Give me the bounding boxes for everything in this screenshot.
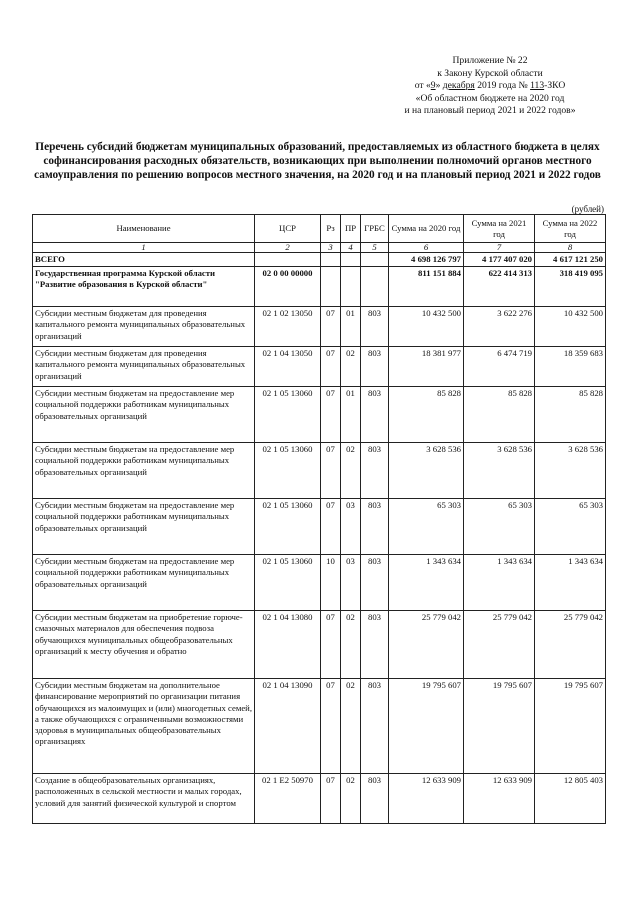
- row-sum-2021: 65 303: [464, 499, 535, 555]
- table-row-program: [33, 267, 606, 307]
- header-name: Наименование: [33, 215, 255, 243]
- row-sum-2021: 25 779 042: [464, 611, 535, 679]
- row-sum-2020: 4 698 126 797: [389, 253, 464, 267]
- row-csr: 02 1 05 13060: [255, 387, 321, 443]
- row-sum-2022: 1 343 634: [535, 555, 606, 611]
- appendix-line-2: к Закону Курской области: [437, 67, 543, 79]
- row-name: ВСЕГО: [33, 253, 255, 267]
- row-csr: 02 1 04 13050: [255, 347, 321, 387]
- row-sum-2021: 12 633 909: [464, 774, 535, 824]
- row-grbs: [361, 267, 389, 307]
- row-rz: 07: [321, 347, 341, 387]
- appendix-line-3: [380, 80, 600, 93]
- row-csr: 02 1 05 13060: [255, 443, 321, 499]
- row-sum-2020: 12 633 909: [389, 774, 464, 824]
- appendix-law-suffix: -ЗКО: [544, 80, 566, 92]
- table-header-row: [33, 215, 606, 243]
- table-row: [33, 387, 606, 443]
- row-pr: 02: [341, 679, 361, 774]
- row-grbs: 803: [361, 387, 389, 443]
- column-index-row: [33, 243, 606, 253]
- row-sum-2021: 1 343 634: [464, 555, 535, 611]
- row-sum-2020: 85 828: [389, 387, 464, 443]
- row-sum-2021: 6 474 719: [464, 347, 535, 387]
- row-csr: 02 1 02 13050: [255, 307, 321, 347]
- row-sum-2022: 65 303: [535, 499, 606, 555]
- row-rz: [321, 267, 341, 307]
- appendix-day: 9: [430, 80, 436, 92]
- row-grbs: 803: [361, 443, 389, 499]
- col-index: 5: [361, 243, 389, 253]
- row-pr: 02: [341, 611, 361, 679]
- row-name: Субсидии местным бюджетам на предоставление мер социальной поддержки работникам муниципальных образовательных организаций: [33, 443, 255, 499]
- row-pr: 01: [341, 387, 361, 443]
- appendix-month: декабря: [442, 80, 475, 92]
- row-csr: 02 1 05 13060: [255, 555, 321, 611]
- row-sum-2022: 318 419 095: [535, 267, 606, 307]
- row-grbs: 803: [361, 307, 389, 347]
- row-grbs: 803: [361, 499, 389, 555]
- col-index: 1: [33, 243, 255, 253]
- row-pr: [341, 267, 361, 307]
- row-sum-2022: 4 617 121 250: [535, 253, 606, 267]
- row-sum-2020: 10 432 500: [389, 307, 464, 347]
- row-csr: 02 1 E2 50970: [255, 774, 321, 824]
- row-sum-2021: 622 414 313: [464, 267, 535, 307]
- row-sum-2022: 25 779 042: [535, 611, 606, 679]
- row-csr: 02 0 00 00000: [255, 267, 321, 307]
- row-name: Создание в общеобразовательных организациях, расположенных в сельской местности и малых городах, условий для занятий физической культурой и спортом: [33, 774, 255, 824]
- row-csr: 02 1 05 13060: [255, 499, 321, 555]
- row-rz: 07: [321, 443, 341, 499]
- row-pr: 02: [341, 774, 361, 824]
- row-sum-2020: 18 381 977: [389, 347, 464, 387]
- row-pr: [341, 253, 361, 267]
- header-rz: Рз: [321, 215, 341, 243]
- row-sum-2020: 25 779 042: [389, 611, 464, 679]
- row-name: Субсидии местным бюджетам для проведения капитального ремонта муниципальных образовательных организаций: [33, 347, 255, 387]
- row-grbs: 803: [361, 774, 389, 824]
- row-sum-2021: 3 622 276: [464, 307, 535, 347]
- row-rz: 07: [321, 774, 341, 824]
- row-pr: 02: [341, 443, 361, 499]
- row-grbs: 803: [361, 555, 389, 611]
- row-name: Субсидии местным бюджетам на предоставление мер социальной поддержки работникам муниципальных образовательных организаций: [33, 555, 255, 611]
- row-sum-2022: 19 795 607: [535, 679, 606, 774]
- table-row: [33, 443, 606, 499]
- row-grbs: [361, 253, 389, 267]
- row-rz: 07: [321, 307, 341, 347]
- row-sum-2022: 3 628 536: [535, 443, 606, 499]
- appendix-date-mid: »: [435, 80, 443, 92]
- appendix-line-5: и на плановый период 2021 и 2022 годов»: [404, 105, 576, 117]
- col-index: 8: [535, 243, 606, 253]
- row-csr: 02 1 04 13090: [255, 679, 321, 774]
- table-row: [33, 774, 606, 824]
- row-sum-2021: 19 795 607: [464, 679, 535, 774]
- row-rz: 07: [321, 611, 341, 679]
- row-name: Субсидии местным бюджетам для проведения капитального ремонта муниципальных образовательных организаций: [33, 307, 255, 347]
- table-row-total: [33, 253, 606, 267]
- appendix-year: 2019 года №: [474, 80, 531, 92]
- row-pr: 03: [341, 499, 361, 555]
- appendix-date-prefix: от «: [414, 80, 431, 92]
- table-row: [33, 347, 606, 387]
- row-sum-2020: 811 151 884: [389, 267, 464, 307]
- row-grbs: 803: [361, 679, 389, 774]
- units-label: (рублей): [571, 204, 604, 214]
- row-pr: 01: [341, 307, 361, 347]
- appendix-law-number: 113: [530, 80, 545, 92]
- table-row: [33, 307, 606, 347]
- row-grbs: 803: [361, 611, 389, 679]
- header-grbs: ГРБС: [361, 215, 389, 243]
- header-sum-2021: Сумма на 2021 год: [464, 215, 535, 243]
- row-csr: [255, 253, 321, 267]
- row-pr: 02: [341, 347, 361, 387]
- row-rz: 07: [321, 387, 341, 443]
- row-sum-2021: 3 628 536: [464, 443, 535, 499]
- row-sum-2022: 10 432 500: [535, 307, 606, 347]
- header-pr: ПР: [341, 215, 361, 243]
- col-index: 3: [321, 243, 341, 253]
- row-sum-2022: 85 828: [535, 387, 606, 443]
- row-sum-2020: 19 795 607: [389, 679, 464, 774]
- col-index: 2: [255, 243, 321, 253]
- header-csr: ЦСР: [255, 215, 321, 243]
- row-grbs: 803: [361, 347, 389, 387]
- document-title: Перечень субсидий бюджетам муниципальных образований, предоставляемых из областного бюджета в целях софинансирования расходных обязательств, возникающих при выполнении полномочий органов местного самоуправления по решению вопросов местного значения, на 2020 год и на плановый период 2021 и 2022 годов: [34, 141, 601, 181]
- row-sum-2022: 12 805 403: [535, 774, 606, 824]
- appendix-line-4: «Об областном бюджете на 2020 год: [415, 92, 565, 104]
- table-row: [33, 611, 606, 679]
- row-sum-2020: 3 628 536: [389, 443, 464, 499]
- subsidies-table: [32, 214, 606, 824]
- row-name: Субсидии местным бюджетам на дополнительное финансирование мероприятий по организации питания обучающихся из малоимущих и (или) многодетных семей, а также обучающихся с ограниченными возможностями здоровья в муниципальных общеобразовательных организациях: [33, 679, 255, 774]
- row-pr: 03: [341, 555, 361, 611]
- row-rz: [321, 253, 341, 267]
- col-index: 4: [341, 243, 361, 253]
- appendix-line-1: Приложение № 22: [452, 55, 528, 66]
- col-index: 6: [389, 243, 464, 253]
- row-name: Субсидии местным бюджетам на приобретение горюче-смазочных материалов для обеспечения подвоза обучающихся муниципальных общеобразовательных организаций к месту обучения и обратно: [33, 611, 255, 679]
- row-sum-2021: 4 177 407 020: [464, 253, 535, 267]
- header-sum-2022: Сумма на 2022 год: [535, 215, 606, 243]
- row-rz: 07: [321, 499, 341, 555]
- row-name: Государственная программа Курской области "Развитие образования в Курской области": [33, 267, 255, 307]
- row-csr: 02 1 04 13080: [255, 611, 321, 679]
- row-sum-2022: 18 359 683: [535, 347, 606, 387]
- row-sum-2020: 1 343 634: [389, 555, 464, 611]
- row-name: Субсидии местным бюджетам на предоставление мер социальной поддержки работникам муниципальных образовательных организаций: [33, 499, 255, 555]
- row-sum-2020: 65 303: [389, 499, 464, 555]
- appendix-block: [380, 55, 600, 118]
- table-row: [33, 679, 606, 774]
- row-rz: 07: [321, 679, 341, 774]
- row-name: Субсидии местным бюджетам на предоставление мер социальной поддержки работникам муниципальных образовательных организаций: [33, 387, 255, 443]
- table-row: [33, 499, 606, 555]
- header-sum-2020: Сумма на 2020 год: [389, 215, 464, 243]
- table-row: [33, 555, 606, 611]
- col-index: 7: [464, 243, 535, 253]
- row-sum-2021: 85 828: [464, 387, 535, 443]
- row-rz: 10: [321, 555, 341, 611]
